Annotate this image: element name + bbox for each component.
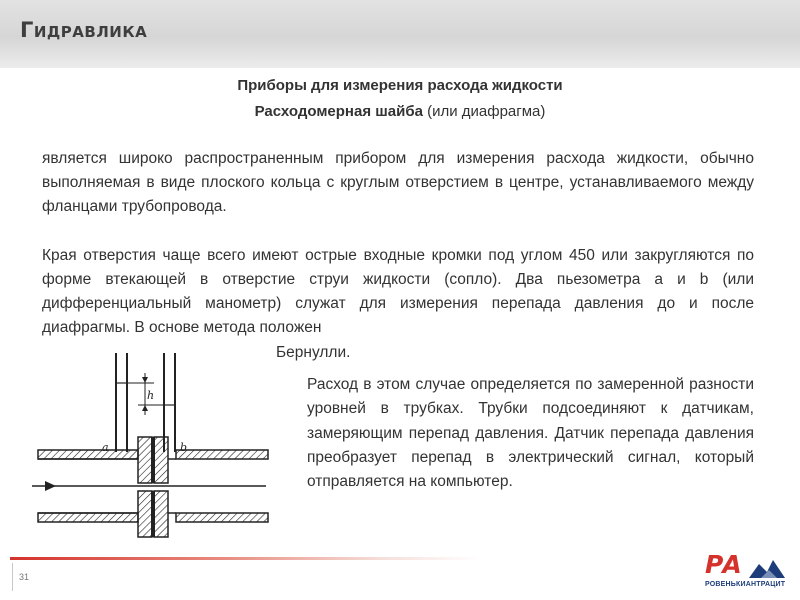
level-difference-marker: [127, 373, 164, 415]
section-title: Гидравлика: [20, 18, 148, 42]
logo-text: РА: [705, 550, 741, 579]
company-logo: [703, 550, 793, 592]
flange-orifice: [138, 437, 176, 537]
slide-subtitle: Приборы для измерения расхода жидкости: [237, 77, 563, 94]
footer-rule: [10, 557, 480, 560]
logo-subtext: РОВЕНЬКИАНТРАЦИТ: [705, 581, 786, 588]
paragraph-definition: является широко распространенным прибором для измерения расхода жидкости, обычно выполняемая в виде плоского кольца с круглым отверстием в центре, устанавливаемого между фланцами трубопровода.: [42, 150, 754, 215]
paragraph-edges: Края отверстия чаще всего имеют острые входные кромки под углом 450 или закругляются по форме втекающей в отверстие струи жидкости (сопло). Два пьезометра a и b (или дифференциальный манометр) служат для измерения перепада давления до и после диафрагмы. В основе метода положен: [42, 247, 754, 336]
page-number: 31: [12, 563, 35, 591]
label-a: a: [102, 441, 109, 454]
label-b: b: [180, 441, 188, 454]
paragraph-measurement: Расход в этом случае определяется по замеренной разности уровней в трубках. Трубки подсоединяют к датчикам, замеряющим перепад давления. Датчик перепада давления преобразует перепад в электрический сигнал, который отправляется на компьютер.: [307, 376, 754, 491]
slide-topic: [0, 103, 800, 120]
topic-name: Расходомерная шайба: [254, 103, 423, 120]
orifice-plate-diagram: [30, 345, 275, 550]
paragraph-edges-tail: Бернулли.: [276, 344, 356, 362]
topic-alias: (или диафрагма): [422, 103, 546, 120]
header-bar: [0, 0, 800, 68]
label-h: h: [147, 389, 155, 402]
piezometer-a: [116, 353, 127, 452]
